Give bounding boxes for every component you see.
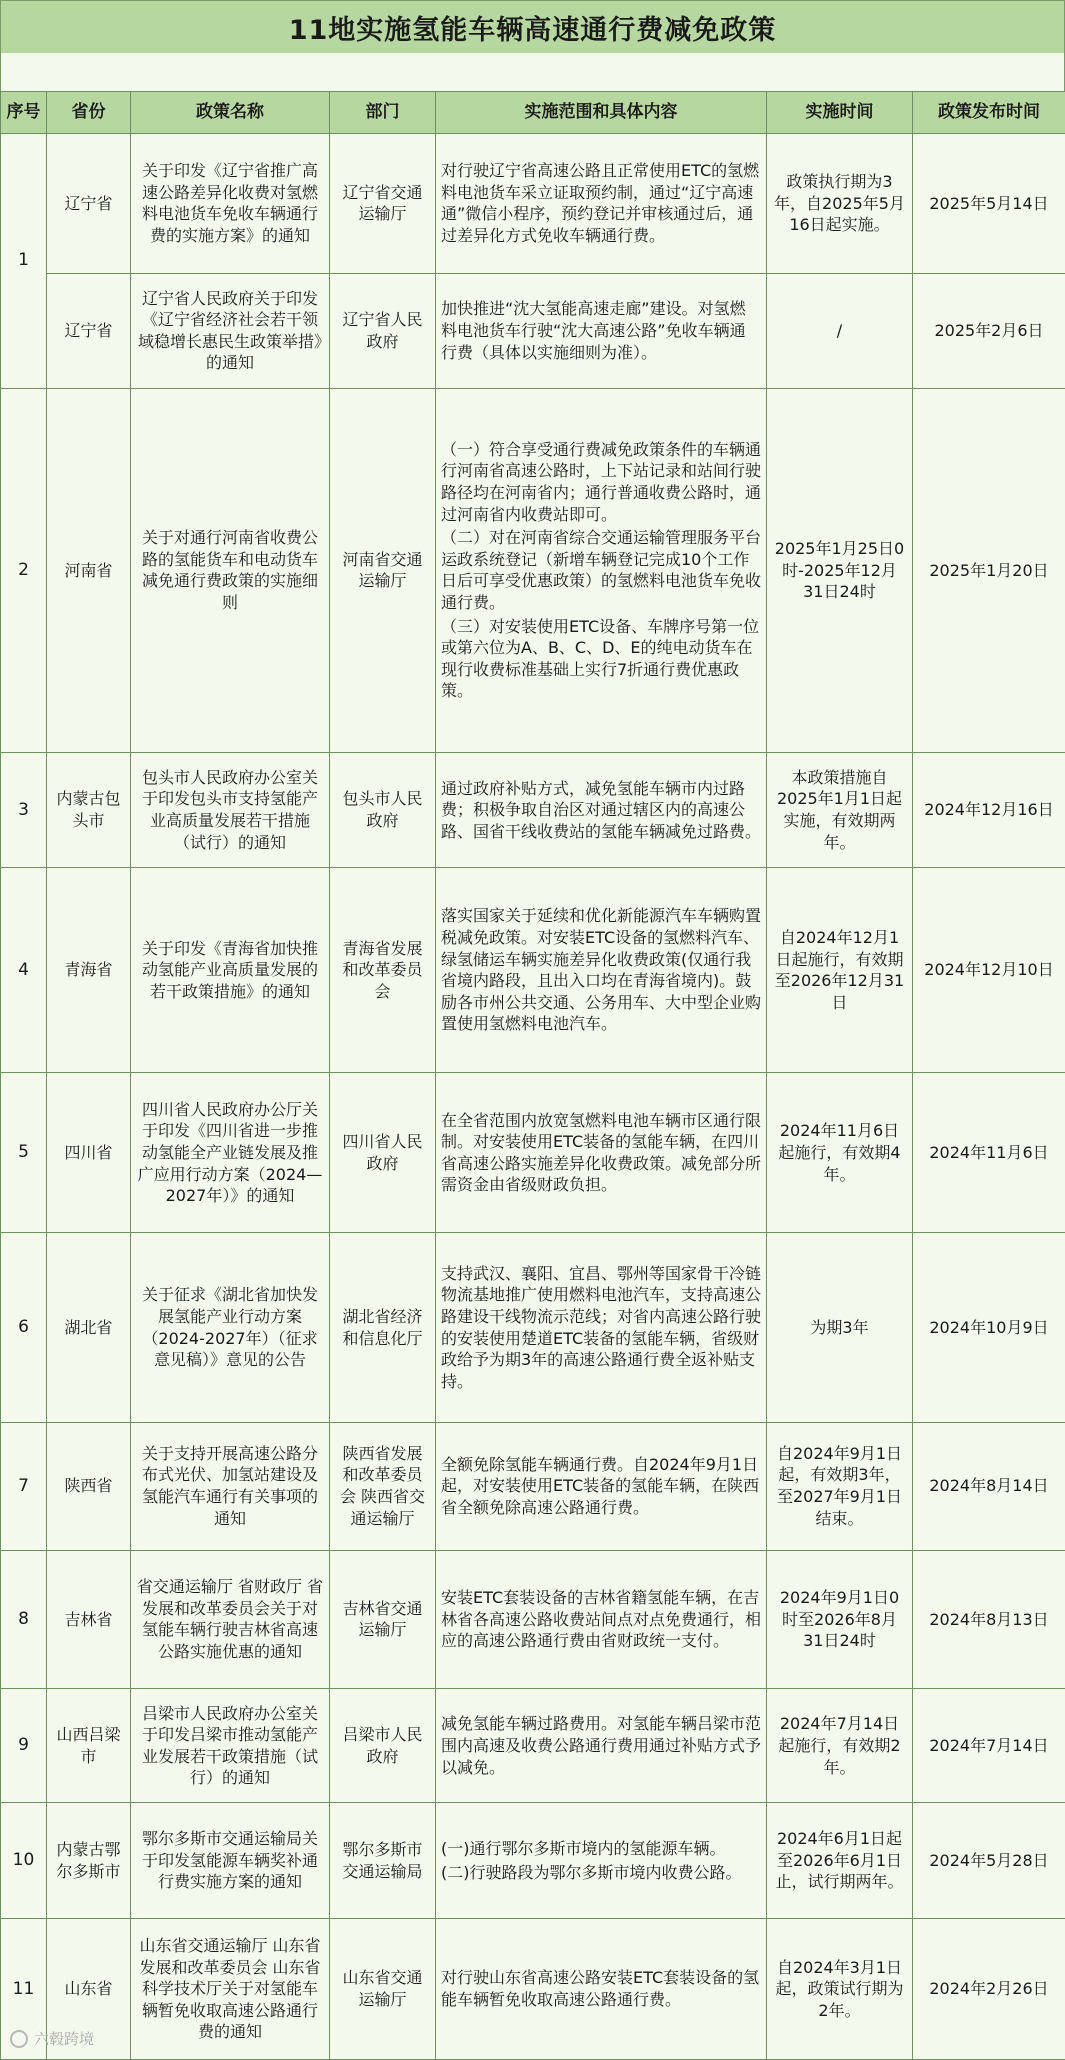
cell-policy: 关于对通行河南省收费公路的氢能货车和电动货车减免通行费政策的实施细则 — [131, 388, 330, 752]
cell-policy: 山东省交通运输厅 山东省发展和改革委员会 山东省科学技术厅关于对氢能车辆暂免收取高速公路通行费的通知 — [131, 1918, 330, 2059]
table-row — [1, 753, 1065, 868]
header-row — [1, 92, 1065, 134]
cell-province: 吉林省 — [47, 1550, 131, 1689]
cell-pub-time: 2025年1月20日 — [913, 388, 1065, 752]
cell-dept: 四川省人民政府 — [330, 1073, 436, 1233]
cell-scope: 通过政府补贴方式，减免氢能车辆市内过路费；积极争取自治区对通过辖区内的高速公路、国省干线收费站的氢能车辆减免过路费。 — [436, 753, 767, 868]
scope-item: (一)通行鄂尔多斯市境内的氢能源车辆。 — [441, 1839, 726, 1858]
cell-seq: 3 — [1, 753, 47, 868]
cell-dept: 鄂尔多斯市交通运输局 — [330, 1803, 436, 1919]
cell-pub-time: 2024年8月13日 — [913, 1550, 1065, 1689]
scope-item: （一）符合享受通行费减免政策条件的车辆通行河南省高速公路时，上下站记录和站间行驶路径均在河南省内；通行普通收费公路时，通过河南省内收费站即可。 — [441, 439, 762, 524]
cell-pub-time: 2024年8月14日 — [913, 1422, 1065, 1550]
cell-seq: 6 — [1, 1233, 47, 1422]
cell-dept: 湖北省经济和信息化厅 — [330, 1233, 436, 1422]
cell-impl-time: 2024年9月1日0时至2026年8月31日24时 — [767, 1550, 913, 1689]
table-row — [1, 867, 1065, 1072]
cell-seq: 2 — [1, 388, 47, 752]
cell-policy: 关于印发《青海省加快推动氢能产业高质量发展的若干政策措施》的通知 — [131, 867, 330, 1072]
cell-province: 湖北省 — [47, 1233, 131, 1422]
cell-pub-time: 2024年7月14日 — [913, 1689, 1065, 1803]
cell-province: 内蒙古包头市 — [47, 753, 131, 868]
table-row — [1, 1803, 1065, 1919]
cell-pub-time: 2024年12月10日 — [913, 867, 1065, 1072]
header-impl-time: 实施时间 — [767, 92, 913, 134]
cell-scope: 在全省范围内放宽氢燃料电池车辆市区通行限制。对安装使用ETC装备的氢能车辆，在四川省高速公路实施差异化收费政策。减免部分所需资金由省级财政负担。 — [436, 1073, 767, 1233]
cell-impl-time: 2025年1月25日0时-2025年12月31日24时 — [767, 388, 913, 752]
cell-seq: 1 — [1, 134, 47, 389]
cell-impl-time: / — [767, 273, 913, 388]
cell-province: 辽宁省 — [47, 134, 131, 274]
cell-impl-time: 2024年7月14日起施行，有效期2年。 — [767, 1689, 913, 1803]
cell-policy: 四川省人民政府办公厅关于印发《四川省进一步推动氢能全产业链发展及推广应用行动方案（2024—2027年）》的通知 — [131, 1073, 330, 1233]
cell-scope: 加快推进“沈大氢能高速走廊”建设。对氢燃料电池货车行驶“沈大高速公路”免收车辆通行费（具体以实施细则为准）。 — [436, 273, 767, 388]
cell-impl-time: 2024年11月6日起施行，有效期4年。 — [767, 1073, 913, 1233]
cell-impl-time: 本政策措施自2025年1月1日起实施，有效期两年。 — [767, 753, 913, 868]
watermark-logo-icon — [10, 2030, 28, 2048]
watermark-text: 六毂跨境 — [34, 2030, 95, 2048]
cell-policy: 吕梁市人民政府办公室关于印发吕梁市推动氢能产业发展若干政策措施（试行）的通知 — [131, 1689, 330, 1803]
spacer-row — [0, 53, 1065, 91]
table-row — [1, 1550, 1065, 1689]
table-row — [1, 1233, 1065, 1422]
cell-province: 陕西省 — [47, 1422, 131, 1550]
cell-dept: 吉林省交通运输厅 — [330, 1550, 436, 1689]
cell-policy: 关于支持开展高速公路分布式光伏、加氢站建设及氢能汽车通行有关事项的通知 — [131, 1422, 330, 1550]
cell-scope: 对行驶山东省高速公路安装ETC套装设备的氢能车辆暂免收取高速公路通行费。 — [436, 1918, 767, 2059]
cell-seq: 11 — [1, 1918, 47, 2059]
cell-policy: 辽宁省人民政府关于印发《辽宁省经济社会若干领域稳增长惠民生政策举措》的通知 — [131, 273, 330, 388]
cell-impl-time: 政策执行期为3年，自2025年5月16日起实施。 — [767, 134, 913, 274]
cell-dept: 山东省交通运输厅 — [330, 1918, 436, 2059]
cell-province: 青海省 — [47, 867, 131, 1072]
table-row — [1, 1422, 1065, 1550]
table-row — [1, 1918, 1065, 2059]
cell-seq: 4 — [1, 867, 47, 1072]
header-scope: 实施范围和具体内容 — [436, 92, 767, 134]
cell-impl-time: 2024年6月1日起至2026年6月1日止，试行期两年。 — [767, 1803, 913, 1919]
cell-policy: 关于印发《辽宁省推广高速公路差异化收费对氢燃料电池货车免收车辆通行费的实施方案》的通知 — [131, 134, 330, 274]
header-pub-time: 政策发布时间 — [913, 92, 1065, 134]
cell-scope: 安装ETC套装设备的吉林省籍氢能车辆，在吉林省各高速公路收费站间点对点免费通行，相应的高速公路通行费由省财政统一支付。 — [436, 1550, 767, 1689]
header-seq: 序号 — [1, 92, 47, 134]
cell-dept: 吕梁市人民政府 — [330, 1689, 436, 1803]
scope-item: （二）对在河南省综合交通运输管理服务平台运政系统登记（新增车辆登记完成10个工作日后可享受优惠政策）的氢燃料电池货车免收通行费。 — [441, 528, 762, 613]
cell-pub-time: 2025年2月6日 — [913, 273, 1065, 388]
watermark — [10, 2028, 94, 2049]
cell-seq: 7 — [1, 1422, 47, 1550]
header-policy: 政策名称 — [131, 92, 330, 134]
cell-pub-time: 2024年12月16日 — [913, 753, 1065, 868]
table-row — [1, 1073, 1065, 1233]
cell-pub-time: 2024年2月26日 — [913, 1918, 1065, 2059]
table-row — [1, 273, 1065, 388]
cell-scope: 对行驶辽宁省高速公路且正常使用ETC的氢燃料电池货车采立证取预约制，通过“辽宁高速通”微信小程序，预约登记并审核通过后，通过差异化方式免收车辆通行费。 — [436, 134, 767, 274]
cell-scope: 减免氢能车辆过路费用。对氢能车辆吕梁市范围内高速及收费公路通行费用通过补贴方式予以减免。 — [436, 1689, 767, 1803]
cell-province: 山东省 — [47, 1918, 131, 2059]
cell-pub-time: 2024年5月28日 — [913, 1803, 1065, 1919]
cell-province: 内蒙古鄂尔多斯市 — [47, 1803, 131, 1919]
scope-item: （三）对安装使用ETC设备、车牌序号第一位或第六位为A、B、C、D、E的纯电动货车在现行收费标准基础上实行7折通行费优惠政策。 — [441, 616, 760, 701]
table-row — [1, 1689, 1065, 1803]
cell-impl-time: 自2024年3月1日起，政策试行期为2年。 — [767, 1918, 913, 2059]
cell-policy: 关于征求《湖北省加快发展氢能产业行动方案（2024-2027年）（征求意见稿）》意见的公告 — [131, 1233, 330, 1422]
cell-province: 辽宁省 — [47, 273, 131, 388]
policy-table — [0, 91, 1065, 2060]
page-title: 11地实施氢能车辆高速通行费减免政策 — [0, 0, 1065, 54]
cell-policy: 包头市人民政府办公室关于印发包头市支持氢能产业高质量发展若干措施（试行）的通知 — [131, 753, 330, 868]
cell-scope: 支持武汉、襄阳、宜昌、鄂州等国家骨干冷链物流基地推广使用燃料电池汽车，支持高速公路建设干线物流示范线；对省内高速公路行驶的安装使用楚道ETC装备的氢能车辆，省级财政给予为期3年的高速公路通行费全返补贴支持。 — [436, 1233, 767, 1422]
cell-seq: 9 — [1, 1689, 47, 1803]
cell-province: 河南省 — [47, 388, 131, 752]
cell-dept: 包头市人民政府 — [330, 753, 436, 868]
cell-pub-time: 2024年10月9日 — [913, 1233, 1065, 1422]
cell-province: 山西吕梁市 — [47, 1689, 131, 1803]
cell-dept: 陕西省发展和改革委员会 陕西省交通运输厅 — [330, 1422, 436, 1550]
cell-scope: 全额免除氢能车辆通行费。自2024年9月1日起，对安装使用ETC装备的氢能车辆，在陕西省全额免除高速公路通行费。 — [436, 1422, 767, 1550]
cell-dept: 辽宁省交通运输厅 — [330, 134, 436, 274]
cell-dept: 辽宁省人民政府 — [330, 273, 436, 388]
header-province: 省份 — [47, 92, 131, 134]
cell-impl-time: 自2024年12月1日起施行，有效期至2026年12月31日 — [767, 867, 913, 1072]
cell-scope — [436, 388, 767, 752]
cell-scope: 落实国家关于延续和优化新能源汽车车辆购置税减免政策。对安装ETC设备的氢燃料汽车、绿氢储运车辆实施差异化收费政策(仅通行我省境内路段，且出入口均在青海省境内)。鼓励各市州公共交通、公务用车、大中型企业购置使用氢燃料电池汽车。 — [436, 867, 767, 1072]
table-row — [1, 134, 1065, 274]
cell-impl-time: 自2024年9月1日起，有效期3年，至2027年9月1日结束。 — [767, 1422, 913, 1550]
table-row — [1, 388, 1065, 752]
cell-impl-time: 为期3年 — [767, 1233, 913, 1422]
cell-scope — [436, 1803, 767, 1919]
cell-dept: 青海省发展和改革委员会 — [330, 867, 436, 1072]
cell-seq: 10 — [1, 1803, 47, 1919]
cell-policy: 省交通运输厅 省财政厅 省发展和改革委员会关于对氢能车辆行驶吉林省高速公路实施优惠的通知 — [131, 1550, 330, 1689]
cell-province: 四川省 — [47, 1073, 131, 1233]
cell-policy: 鄂尔多斯市交通运输局关于印发氢能源车辆奖补通行费实施方案的通知 — [131, 1803, 330, 1919]
cell-pub-time: 2024年11月6日 — [913, 1073, 1065, 1233]
cell-dept: 河南省交通运输厅 — [330, 388, 436, 752]
cell-seq: 8 — [1, 1550, 47, 1689]
header-dept: 部门 — [330, 92, 436, 134]
cell-pub-time: 2025年5月14日 — [913, 134, 1065, 274]
scope-item: (二)行驶路段为鄂尔多斯市境内收费公路。 — [441, 1862, 742, 1882]
cell-seq: 5 — [1, 1073, 47, 1233]
